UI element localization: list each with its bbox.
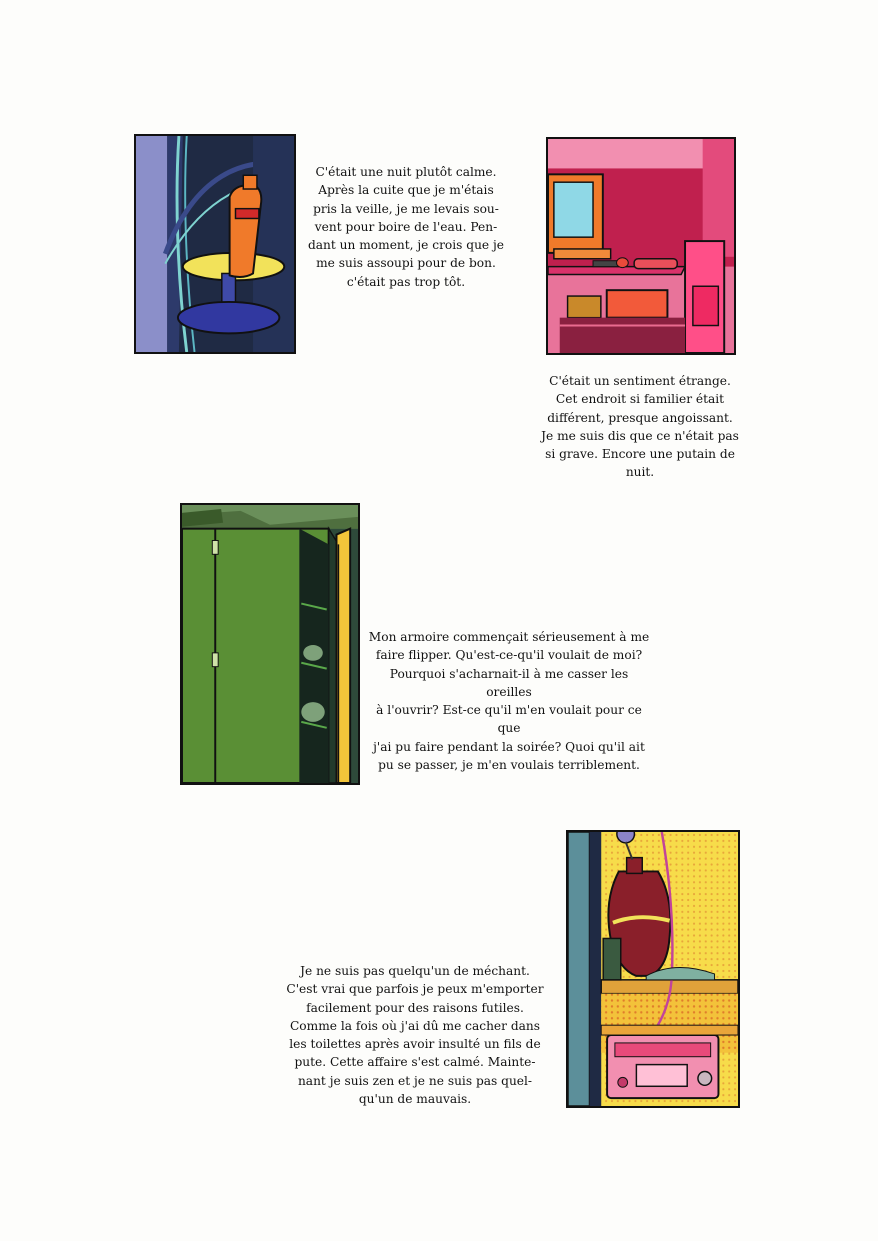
caption-calm-night: C'était une nuit plutôt calme. Après la cuite que je m'étais pris la veille, je me levais sou- vent pour boire de l'eau. Pen- dant un moment, je crois que je me suis assoupi pour de bon. c'était pas trop tôt.	[307, 165, 505, 289]
caption-wardrobe: Mon armoire commençait sérieusement à me faire flipper. Qu'est-ce-qu'il voulait de moi? Pourquoi s'acharnait-il à me casser les oreilles à l'ouvrir? Est-ce qu'il m'en voulait pour ce que j'ai pu faire pendant la soirée? Quoi qu'il ait pu se passer, je m'en voulais terriblement.	[368, 630, 650, 773]
pink-room-illustration	[548, 139, 734, 353]
panel-bedside-bottle	[134, 134, 296, 354]
caption-strange-feeling: C'était un sentiment étrange. Cet endroit si familier était différent, presque angoissant. Je me suis dis que ce n'était pas si grave. Encore une putain de nuit.	[541, 374, 739, 480]
panel-pink-room	[546, 137, 736, 355]
shelf-vase-illustration	[568, 832, 738, 1106]
caption-not-mean: Je ne suis pas quelqu'un de méchant. C'est vrai que parfois je peux m'emporter facilement pour des raisons futiles. Comme la fois où j'ai dû me cacher dans les toilettes après avoir insulté un fils de pute. Cette affaire s'est calmé. Mainte- nant je suis zen et je ne suis pas quel- qu'un de mauvais.	[286, 964, 544, 1107]
bedside-bottle-illustration	[136, 136, 294, 352]
panel-green-wardrobe	[180, 503, 360, 785]
panel-shelf-vase	[566, 830, 740, 1108]
green-wardrobe-illustration	[182, 505, 358, 783]
